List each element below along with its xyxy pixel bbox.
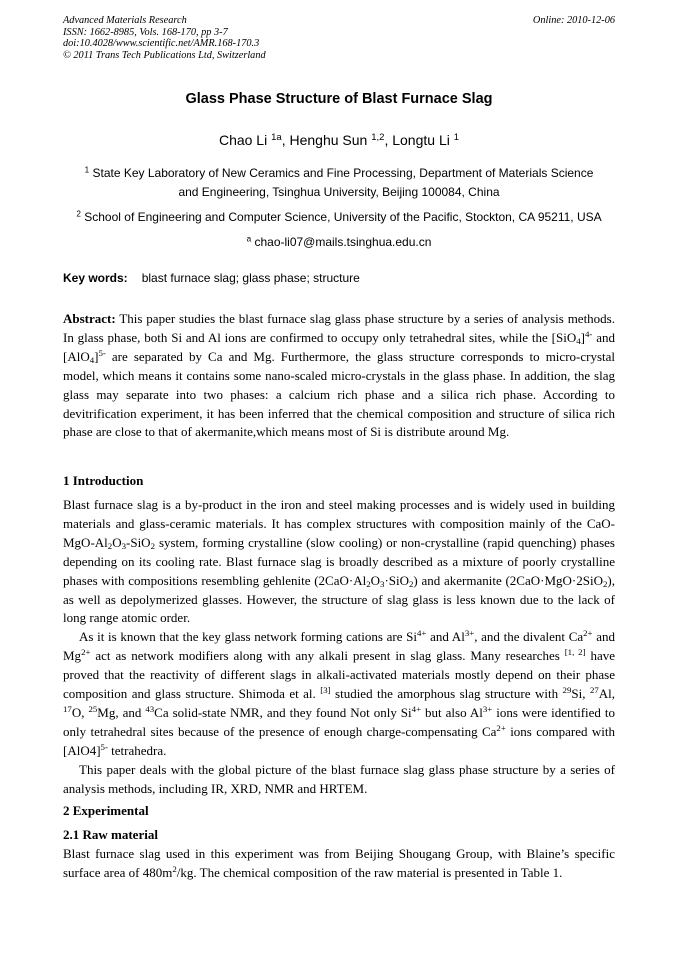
online-date-text: Online: 2010-12-06 — [532, 15, 615, 26]
superscript: 4+ — [411, 704, 422, 715]
abstract-label: Abstract: — [63, 311, 116, 326]
text-run: and Al — [426, 629, 465, 645]
superscript: 29 — [562, 685, 572, 696]
author-affiliation-mark: 1,2 — [371, 131, 385, 143]
online-date — [533, 15, 615, 27]
text-run: and Mg — [63, 629, 615, 664]
text-run: ions were identified to only tetrahedral sites because of the presence of enough charge-compensating Ca — [63, 704, 615, 739]
abstract — [63, 310, 615, 442]
subscript: 2 — [366, 578, 371, 589]
superscript: 17 — [63, 704, 72, 715]
email-address: chao-li07@mails.tsinghua.edu.cn — [254, 235, 432, 249]
abstract-paragraph — [63, 310, 615, 442]
affiliation-1-line-2: and Engineering, Tsinghua University, Beijing 100084, China — [178, 185, 500, 199]
text-run: O, — [71, 704, 89, 720]
subscript: 2 — [409, 578, 414, 589]
author-name: Henghu Sun — [289, 132, 368, 148]
text-run: Blast furnace slag used in this experiment was from Beijing Shougang Group, with Blaine’s specific surface area of 480m — [63, 846, 615, 880]
text-run: have proved that the reactivity of different slags in alkali-activated materials mostly depend on their phase composition and glass structure. Shimoda et al. — [63, 648, 616, 702]
affiliation-1 — [63, 164, 615, 202]
subsection-heading-raw-material: 2.1 Raw material — [63, 827, 158, 842]
introduction-body — [63, 496, 615, 799]
superscript: 4+ — [417, 628, 427, 639]
abstract-text: ] — [94, 348, 99, 364]
affiliation-2 — [63, 208, 615, 227]
superscript: 27 — [589, 685, 599, 696]
subscript: 2 — [107, 541, 113, 552]
keywords-text: blast furnace slag; glass phase; structure — [141, 271, 360, 285]
abstract-text: ] — [580, 329, 585, 345]
paper-title: Glass Phase Structure of Blast Furnace Slag — [185, 91, 493, 107]
superscript: 5- — [98, 347, 106, 358]
superscript: 25 — [88, 704, 98, 715]
subscript: 3 — [121, 541, 127, 552]
author-affiliation-mark: 1 — [453, 131, 460, 143]
affiliation-2-text: School of Engineering and Computer Science, University of the Pacific, Stockton, CA 95211, USA — [84, 210, 602, 224]
citation: [3] — [320, 685, 331, 696]
text-run: system, forming crystalline (slow cooling) or non-crystalline (rapid quenching) phases depending on its cooling rate. Blast furnace slag is broadly described as a mixture of poorly crystalline phases with compositions resembling gehlenite (2CaO·Al — [63, 534, 615, 588]
subscript: 4 — [89, 355, 95, 366]
text-run: Ca solid-state NMR, and they found Not only Si — [154, 704, 412, 720]
text-run: Al, — [598, 686, 616, 702]
superscript: 43 — [145, 704, 155, 715]
text-run: act as network modifiers along with any alkali present in slag glass. Many researches — [90, 648, 565, 664]
abstract-text: are separated by Ca and Mg. Furthermore, the glass structure corresponds to micro-crystal model, which means it contains some nano-scaled micro-crystals in the glass phase. In addition, the slag glass may separate into two phases: a calcium rich phase and a silica rich phase. According to devitrification experiment, it has been inferred that the chemical composition and structure of silica rich phase are close to that of akermanite,which means most of Si is distribute around Mg. — [63, 348, 615, 440]
superscript: 4- — [585, 329, 593, 340]
text-run: , and the divalent Ca — [474, 629, 584, 645]
text-run: O — [112, 534, 122, 550]
text-run: O — [370, 572, 381, 588]
intro-paragraph-2 — [63, 628, 615, 760]
raw-material-body — [63, 845, 615, 883]
superscript: 3+ — [482, 704, 493, 715]
text-run: ions compared with [AlO4] — [63, 723, 615, 758]
affiliation-mark: 1 — [84, 165, 90, 175]
subscript: 2 — [150, 541, 155, 552]
issn-line: ISSN: 1662-8985, Vols. 168-170, pp 3-7 — [63, 26, 228, 38]
affiliation-1-line-1: State Key Laboratory of New Ceramics and Fine Processing, Department of Materials Science — [92, 166, 594, 180]
superscript: 3+ — [464, 628, 475, 639]
text-run: ) and akermanite (2CaO·MgO·2SiO — [413, 572, 603, 588]
author-name: Chao Li — [218, 132, 268, 148]
superscript: 2+ — [81, 647, 91, 658]
text-run: Si, — [571, 686, 590, 702]
text-run: /kg. The chemical composition of the raw material is presented in Table 1. — [176, 864, 563, 880]
section-heading-experimental: 2 Experimental — [63, 803, 149, 818]
keywords-label: Key words: — [63, 271, 128, 285]
author-affiliation-mark: 1a — [271, 131, 282, 143]
affiliation-mark: 2 — [76, 209, 81, 219]
keywords — [63, 271, 360, 285]
superscript: 2+ — [583, 628, 593, 639]
subscript: 3 — [380, 578, 385, 589]
text-run: ·SiO — [384, 572, 409, 588]
intro-paragraph-1 — [63, 496, 615, 628]
text-run: tetrahedra. — [107, 742, 167, 758]
superscript: 5- — [100, 741, 108, 752]
intro-paragraph-3: This paper deals with the global picture of the blast furnace slag glass phase structure by a series of analysis methods, including IR, XRD, NMR and HRTEM. — [63, 761, 615, 796]
journal-name: Advanced Materials Research — [63, 15, 187, 26]
corresponding-email — [63, 233, 615, 252]
subscript: 4 — [576, 336, 581, 347]
text-run: ), as well as depolymerized glasses. However, the structure of slag glass is less known due to the lack of long range atomic order. — [63, 572, 615, 626]
abstract-text: This paper studies the blast furnace slag glass phase structure by a series of analysis methods. In glass phase, both Si and Al ions are confirmed to occupy only tetrahedral sites, while the [SiO — [63, 311, 615, 345]
text-run: Mg, and — [97, 704, 146, 720]
abstract-text: and [AlO — [63, 329, 615, 364]
text-run: -SiO — [126, 534, 151, 550]
superscript: 2+ — [496, 723, 506, 734]
email-mark: a — [246, 234, 252, 244]
doi-line: doi:10.4028/www.scientific.net/AMR.168-170.3 — [63, 38, 260, 49]
copyright-line: © 2011 Trans Tech Publications Ltd, Switzerland — [63, 49, 266, 61]
subscript: 2 — [602, 578, 608, 589]
text-run: As it is known that the key glass network forming cations are Si — [79, 629, 417, 645]
raw-material-paragraph — [63, 845, 615, 883]
author-name: Longtu Li — [392, 132, 450, 148]
text-run: but also Al — [421, 704, 483, 720]
citation: [1, 2] — [564, 647, 586, 658]
superscript: 2 — [172, 864, 177, 875]
text-run: Blast furnace slag is a by-product in the iron and steel making processes and is widely used in building materials and glass-ceramic materials. It has complex structures with composition mainly of the CaO-MgO-Al — [63, 497, 615, 550]
text-run: studied the amorphous slag structure with — [330, 686, 563, 702]
journal-header — [63, 15, 266, 61]
section-heading-introduction: 1 Introduction — [63, 473, 144, 488]
author-list: Chao Li $^{1a}$, Henghu Sun $^{1,2}$, Longtu Li $^1$ — [218, 131, 460, 148]
